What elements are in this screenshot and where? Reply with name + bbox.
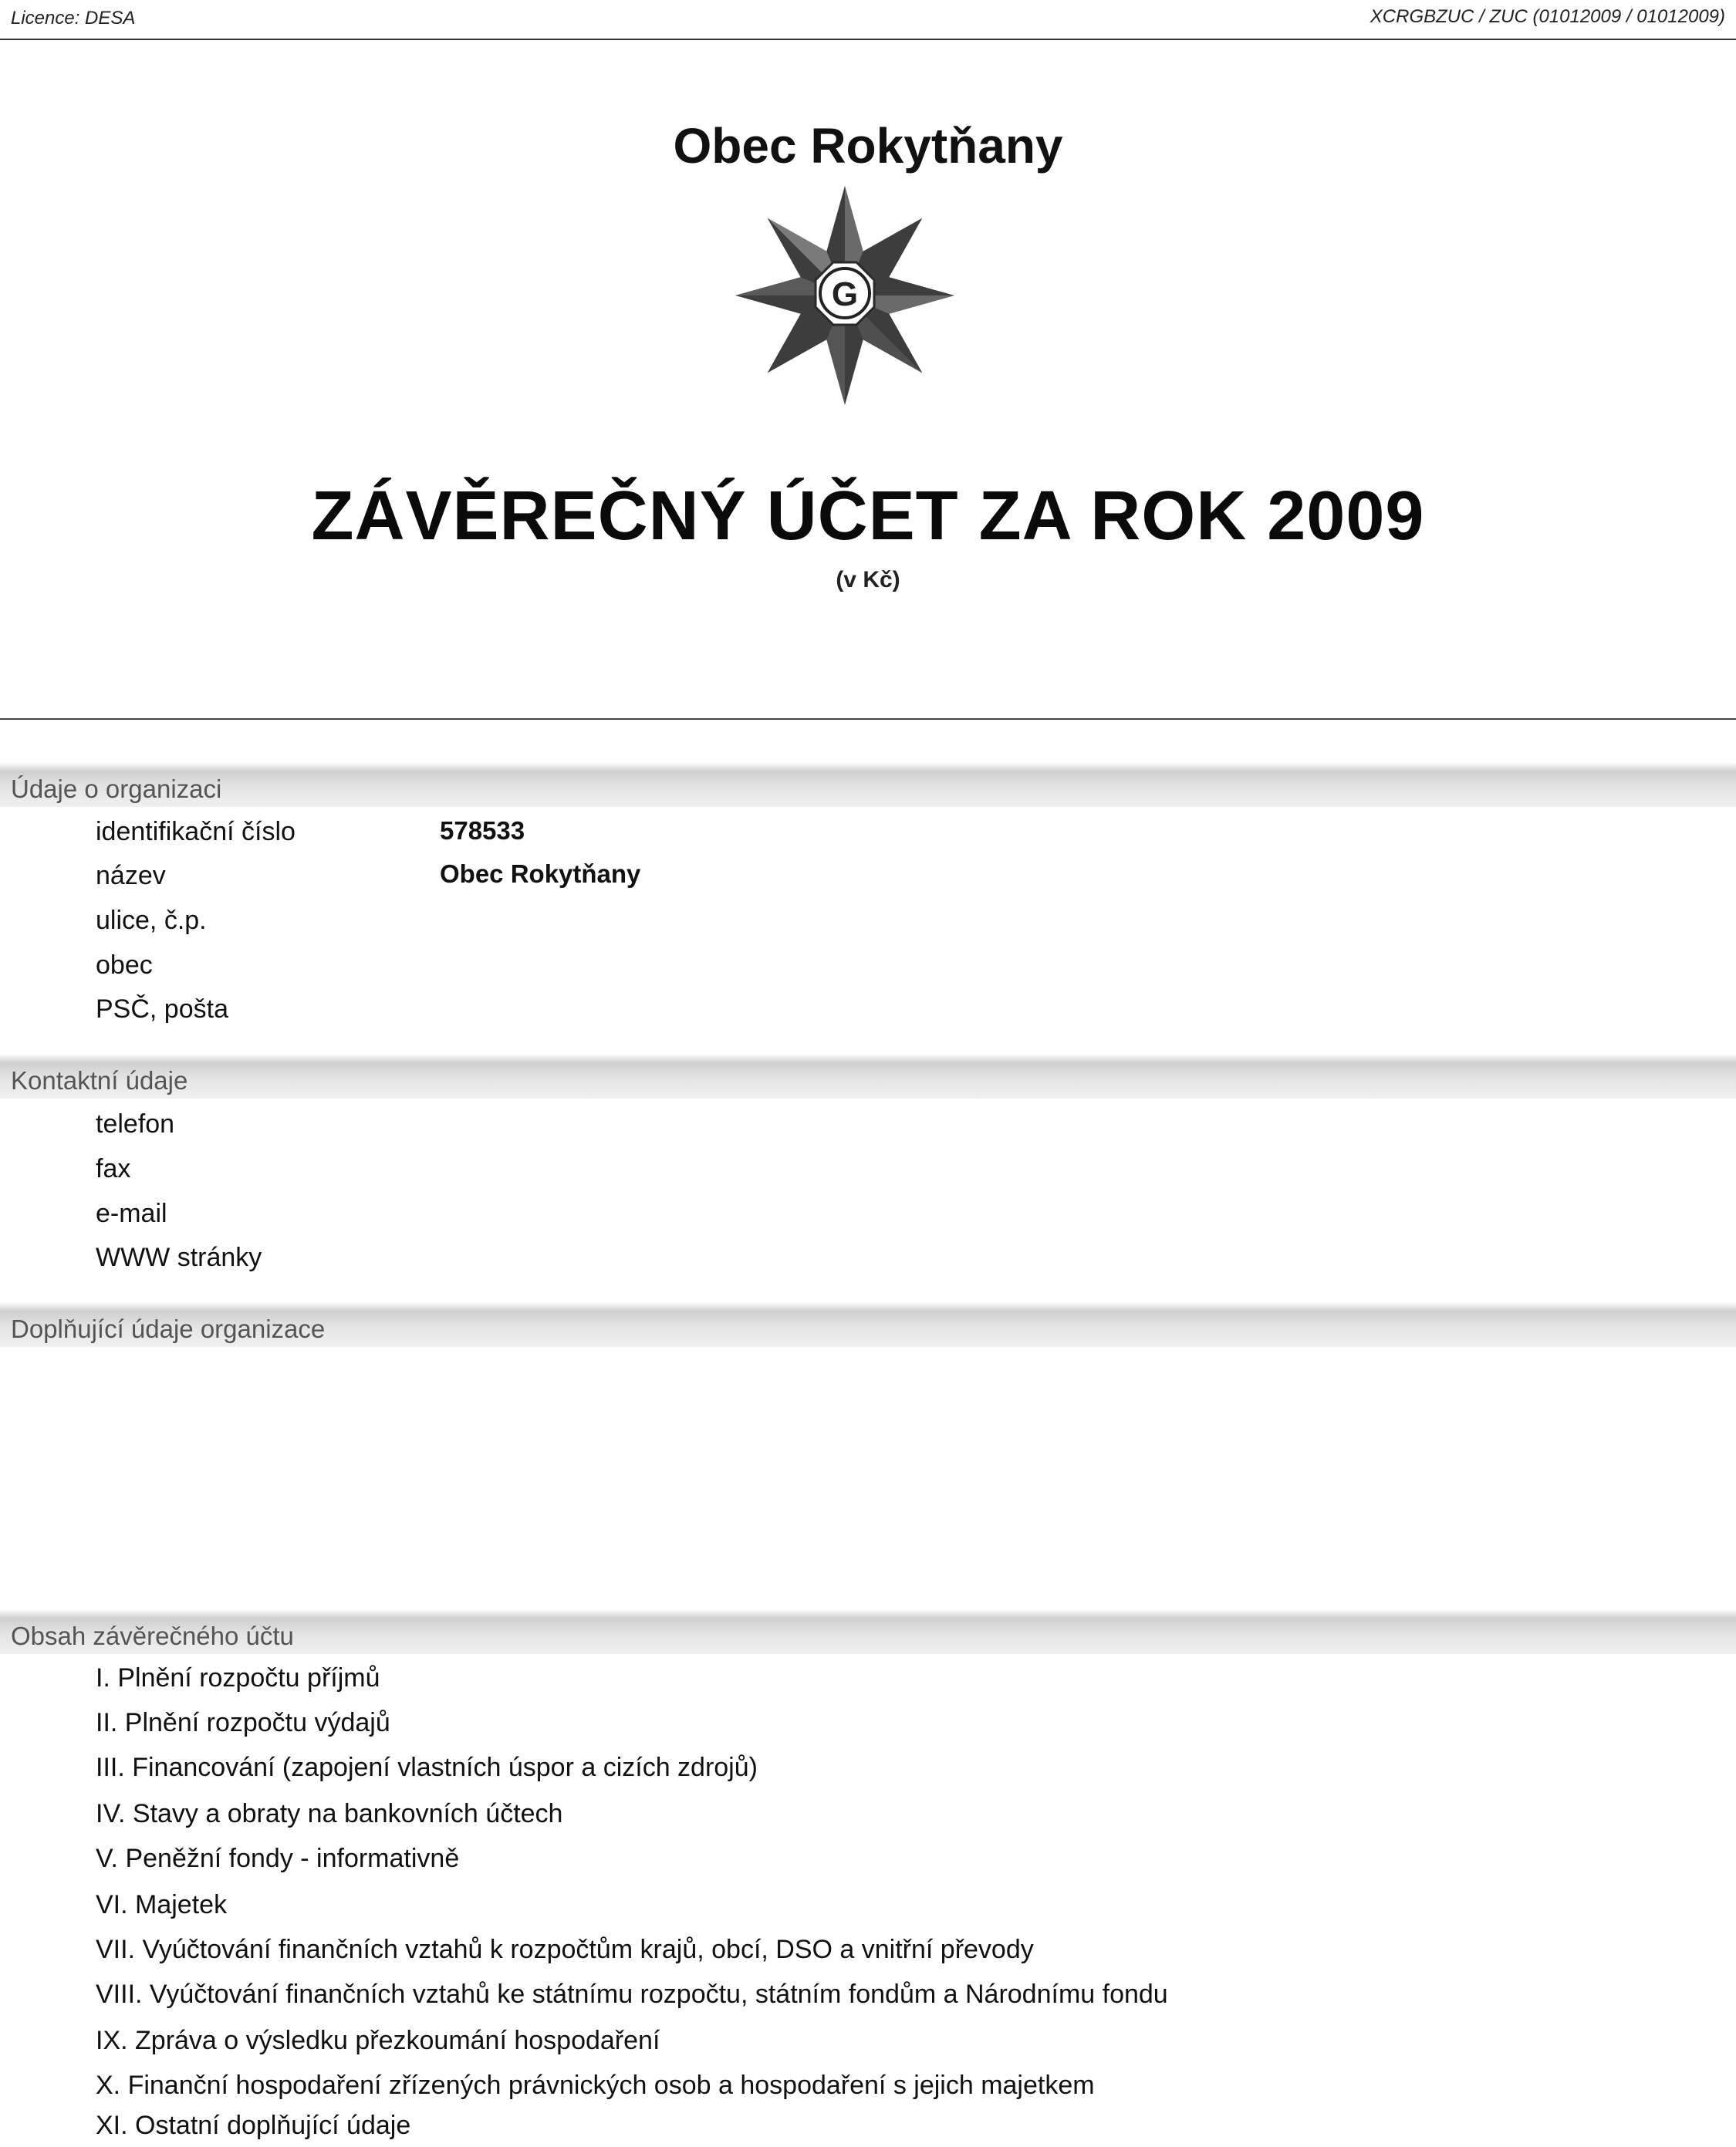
contents-item: I. Plnění rozpočtu příjmů xyxy=(96,1663,380,1693)
label-email: e-mail xyxy=(96,1199,167,1228)
section-title-additional: Doplňující údaje organizace xyxy=(11,1315,326,1343)
municipality-emblem-icon xyxy=(729,184,961,407)
currency-note: (v Kč) xyxy=(836,567,900,592)
contents-item: IV. Stavy a obraty na bankovních účtech xyxy=(96,1799,563,1828)
contents-item: VI. Majetek xyxy=(96,1890,228,1919)
header-divider xyxy=(0,39,1736,40)
contents-item: XI. Ostatní doplňující údaje xyxy=(96,2111,411,2140)
label-postcode: PSČ, pošta xyxy=(96,994,228,1024)
organization-title: Obec Rokytňany xyxy=(673,118,1063,174)
emblem-letter: G xyxy=(831,275,859,313)
section-title-organization: Údaje o organizaci xyxy=(11,775,222,803)
contents-item: VIII. Vyúčtování finančních vztahů ke státnímu rozpočtu, státním fondům a Národnímu fondu xyxy=(96,1980,1168,2009)
label-phone: telefon xyxy=(96,1109,175,1139)
section-bar-contacts xyxy=(0,1054,1736,1099)
contents-item: III. Financování (zapojení vlastních úspor a cizích zdrojů) xyxy=(96,1753,758,1782)
contents-item: VII. Vyúčtování finančních vztahů k rozpočtům krajů, obcí, DSO a vnitřní převody xyxy=(96,1935,1034,1964)
label-name: název xyxy=(96,861,166,890)
section-bar-contents xyxy=(0,1609,1736,1654)
section-title-contents: Obsah závěrečného účtu xyxy=(11,1622,294,1650)
section-bar-organization xyxy=(0,762,1736,807)
value-name: Obec Rokytňany xyxy=(440,859,641,888)
licence-label: Licence: DESA xyxy=(11,8,136,29)
report-code: XCRGBZUC / ZUC (01012009 / 01012009) xyxy=(1370,6,1725,27)
label-website: WWW stránky xyxy=(96,1243,262,1272)
label-street: ulice, č.p. xyxy=(96,906,207,935)
value-id-number: 578533 xyxy=(440,816,525,845)
section-title-contacts: Kontaktní údaje xyxy=(11,1066,188,1095)
section-bar-additional xyxy=(0,1302,1736,1347)
contents-item: V. Peněžní fondy - informativně xyxy=(96,1844,460,1873)
title-divider xyxy=(0,718,1736,720)
label-fax: fax xyxy=(96,1154,131,1183)
report-main-title: ZÁVĚREČNÝ ÚČET ZA ROK 2009 xyxy=(311,478,1425,555)
contents-item: II. Plnění rozpočtu výdajů xyxy=(96,1708,390,1737)
label-id-number: identifikační číslo xyxy=(96,817,296,846)
label-municipality: obec xyxy=(96,950,153,980)
contents-item: X. Finanční hospodaření zřízených právnických osob a hospodaření s jejich majetkem xyxy=(96,2071,1095,2100)
contents-item: IX. Zpráva o výsledku přezkoumání hospodaření xyxy=(96,2026,660,2055)
